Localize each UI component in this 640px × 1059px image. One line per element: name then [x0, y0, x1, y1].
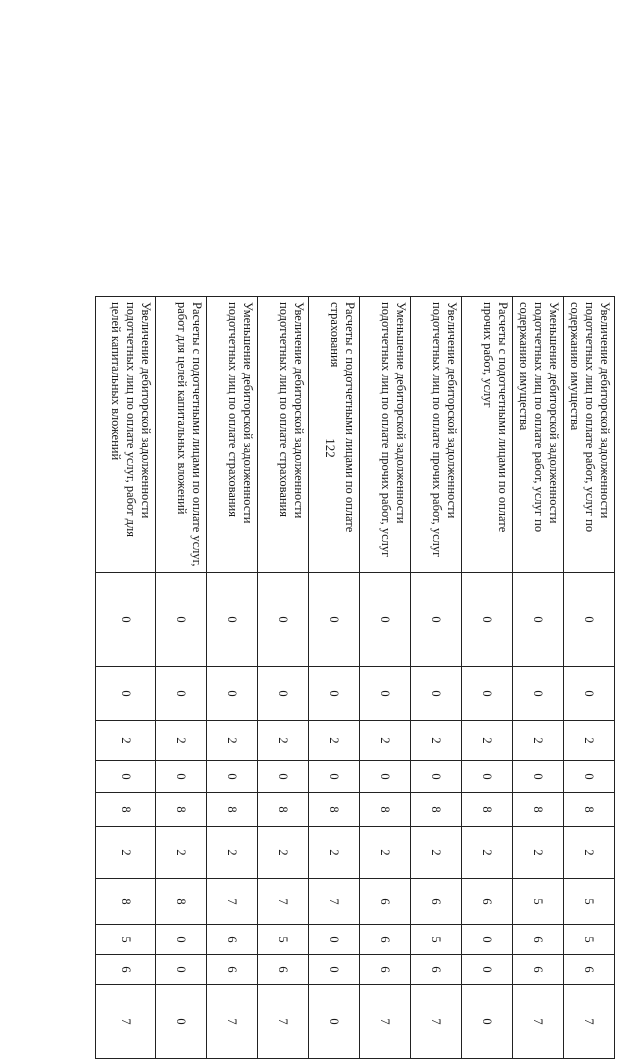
code-cell: 8 — [360, 793, 411, 827]
code-cell: 2 — [96, 827, 156, 879]
code-cell: 5 — [564, 925, 615, 955]
code-cell: 0 — [156, 573, 207, 667]
code-cell: 8 — [309, 793, 360, 827]
code-cell: 2 — [258, 827, 309, 879]
code-cell: 0 — [156, 667, 207, 721]
table-row — [411, 297, 462, 1059]
code-cell: 6 — [513, 925, 564, 955]
code-cell: 7 — [207, 985, 258, 1059]
code-cell: 0 — [207, 761, 258, 793]
row-label: Увеличение дебиторской задолженности подотчетных лиц по оплате работ, услуг по содержанию имущества — [564, 297, 615, 573]
code-cell: 2 — [462, 827, 513, 879]
code-cell: 0 — [513, 573, 564, 667]
code-cell: 2 — [411, 827, 462, 879]
code-cell: 5 — [513, 879, 564, 925]
table-body — [96, 297, 615, 1059]
code-cell: 0 — [309, 955, 360, 985]
table-row — [360, 297, 411, 1059]
code-cell: 0 — [564, 667, 615, 721]
code-cell: 0 — [258, 761, 309, 793]
code-cell: 7 — [258, 985, 309, 1059]
table-row — [96, 297, 156, 1059]
table-row — [309, 297, 360, 1059]
code-cell: 6 — [564, 955, 615, 985]
code-cell: 0 — [96, 573, 156, 667]
row-label: Уменьшение дебиторской задолженности подотчетных лиц по оплате работ, услуг по содержанию имущества — [513, 297, 564, 573]
row-label: Расчеты с подотчетными лицами по оплате услуг, работ для целей капитальных вложений — [156, 297, 207, 573]
code-cell: 0 — [462, 573, 513, 667]
code-cell: 0 — [360, 573, 411, 667]
code-cell: 0 — [156, 925, 207, 955]
code-cell: 0 — [309, 985, 360, 1059]
code-cell: 7 — [564, 985, 615, 1059]
code-cell: 6 — [411, 879, 462, 925]
code-cell: 6 — [96, 955, 156, 985]
accounts-table — [95, 296, 615, 1059]
code-cell: 8 — [411, 793, 462, 827]
code-cell: 0 — [156, 761, 207, 793]
table-row — [513, 297, 564, 1059]
row-label: Увеличение дебиторской задолженности подотчетных лиц по оплате услуг, работ для целей капитальных вложений — [96, 297, 156, 573]
code-cell: 0 — [513, 667, 564, 721]
code-cell: 7 — [411, 985, 462, 1059]
code-cell: 0 — [258, 573, 309, 667]
code-cell: 0 — [360, 667, 411, 721]
row-label: Увеличение дебиторской задолженности подотчетных лиц по оплате страхования — [258, 297, 309, 573]
table-row — [564, 297, 615, 1059]
code-cell: 2 — [156, 827, 207, 879]
code-cell: 0 — [96, 761, 156, 793]
code-cell: 0 — [309, 573, 360, 667]
code-cell: 8 — [258, 793, 309, 827]
code-cell: 6 — [207, 925, 258, 955]
code-cell: 7 — [96, 985, 156, 1059]
code-cell: 6 — [207, 955, 258, 985]
code-cell: 8 — [156, 879, 207, 925]
code-cell: 0 — [462, 985, 513, 1059]
code-cell: 8 — [564, 793, 615, 827]
code-cell: 2 — [564, 827, 615, 879]
code-cell: 8 — [207, 793, 258, 827]
code-cell: 2 — [207, 827, 258, 879]
code-cell: 8 — [96, 879, 156, 925]
code-cell: 0 — [411, 573, 462, 667]
code-cell: 0 — [462, 955, 513, 985]
code-cell: 6 — [360, 879, 411, 925]
row-label: Уменьшение дебиторской задолженности подотчетных лиц по оплате страхования — [207, 297, 258, 573]
code-cell: 0 — [258, 667, 309, 721]
code-cell: 2 — [462, 721, 513, 761]
code-cell: 0 — [462, 667, 513, 721]
code-cell: 0 — [564, 573, 615, 667]
code-cell: 0 — [207, 573, 258, 667]
row-label: Увеличение дебиторской задолженности подотчетных лиц по оплате прочих работ, услуг — [411, 297, 462, 573]
code-cell: 0 — [156, 955, 207, 985]
code-cell: 2 — [156, 721, 207, 761]
code-cell: 6 — [513, 955, 564, 985]
code-cell: 0 — [564, 761, 615, 793]
code-cell: 7 — [360, 985, 411, 1059]
code-cell: 0 — [309, 761, 360, 793]
code-cell: 7 — [207, 879, 258, 925]
code-cell: 8 — [96, 793, 156, 827]
code-cell: 0 — [96, 667, 156, 721]
code-cell: 2 — [360, 827, 411, 879]
code-cell: 2 — [513, 827, 564, 879]
code-cell: 5 — [96, 925, 156, 955]
code-cell: 0 — [207, 667, 258, 721]
row-label: Расчеты с подотчетными лицами по оплате прочих работ, услуг — [462, 297, 513, 573]
code-cell: 2 — [207, 721, 258, 761]
code-cell: 0 — [411, 761, 462, 793]
code-cell: 2 — [309, 827, 360, 879]
code-cell: 0 — [513, 761, 564, 793]
code-cell: 5 — [258, 925, 309, 955]
code-cell: 0 — [309, 667, 360, 721]
code-cell: 2 — [564, 721, 615, 761]
code-cell: 8 — [462, 793, 513, 827]
table-row — [258, 297, 309, 1059]
code-cell: 2 — [309, 721, 360, 761]
code-cell: 2 — [411, 721, 462, 761]
row-label: Уменьшение дебиторской задолженности подотчетных лиц по оплате прочих работ, услуг — [360, 297, 411, 573]
code-cell: 0 — [411, 667, 462, 721]
code-cell: 5 — [411, 925, 462, 955]
code-cell: 7 — [309, 879, 360, 925]
table-row — [156, 297, 207, 1059]
page-number: 122 — [323, 438, 338, 458]
code-cell: 0 — [156, 985, 207, 1059]
code-cell: 6 — [462, 879, 513, 925]
row-label: Расчеты с подотчетными лицами по оплате страхования — [309, 297, 360, 573]
code-cell: 2 — [258, 721, 309, 761]
code-cell: 0 — [462, 925, 513, 955]
code-cell: 7 — [513, 985, 564, 1059]
code-cell: 6 — [360, 955, 411, 985]
code-cell: 2 — [96, 721, 156, 761]
code-cell: 2 — [513, 721, 564, 761]
table-row — [462, 297, 513, 1059]
code-cell: 0 — [360, 761, 411, 793]
code-cell: 6 — [360, 925, 411, 955]
code-cell: 2 — [360, 721, 411, 761]
code-cell: 6 — [411, 955, 462, 985]
table-rotated-wrapper — [109, 296, 615, 1058]
code-cell: 8 — [156, 793, 207, 827]
code-cell: 5 — [564, 879, 615, 925]
code-cell: 7 — [258, 879, 309, 925]
table-row — [207, 297, 258, 1059]
code-cell: 8 — [513, 793, 564, 827]
code-cell: 0 — [462, 761, 513, 793]
code-cell: 6 — [258, 955, 309, 985]
code-cell: 0 — [309, 925, 360, 955]
